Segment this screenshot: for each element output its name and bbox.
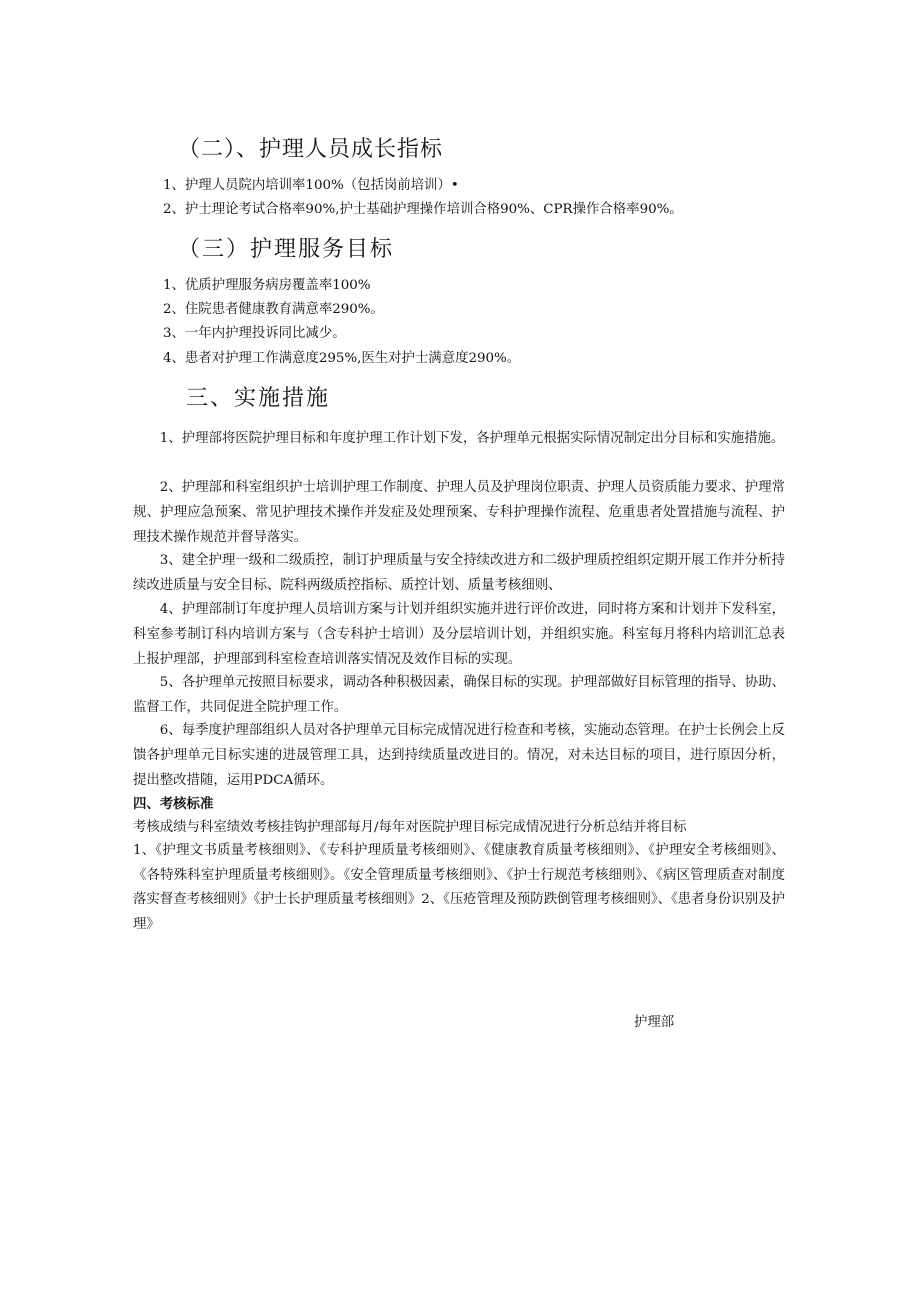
section3-item-4: 4、患者对护理工作满意度295%,医生对护士满意度290%。 — [163, 351, 521, 366]
measures-paragraph-1: 1、护理部将医院护理目标和年度护理工作计划下发，各护理单元根据实际情况制定出分目标和实施措施。 — [159, 431, 785, 446]
signature: 护理部 — [634, 1015, 675, 1030]
measures-paragraph-3: 3、建全护理一级和二级质控，制订护理质量与安全持续改进方和二级护理质控组织定期开展工作并分析持续改进质量与安全目标、院科两级质控指标、质控计划、质量考核细则、 — [133, 553, 785, 593]
measures-paragraph-5: 5、各护理单元按照目标要求，调动各种积极因素，确保目标的实现。护理部做好目标管理的指导、协助、监督工作，共同促进全院护理工作。 — [133, 675, 785, 715]
standards-heading: 四、考核标准 — [133, 796, 214, 812]
standards-intro: 考核成绩与科室绩效考核挂钩护理部每月/每年对医院护理目标完成情况进行分析总结并将目标 — [133, 820, 687, 835]
section3-item-2: 2、住院患者健康教育满意率290%。 — [163, 302, 384, 317]
section2-heading: （二）、护理人员成长指标 — [178, 137, 444, 162]
section2-item-1: 1、护理人员院内培训率100%（包括岗前培训）• — [163, 178, 459, 193]
section3-heading: （三）护理服务目标 — [178, 237, 395, 262]
section3-item-1: 1、优质护理服务病房覆盖率100% — [163, 278, 371, 293]
measures-paragraph-2: 2、护理部和科室组织护士培训护理工作制度、护理人员及护理岗位职责、护理人员资质能力要求、护理常规、护理应急预案、常见护理技术操作并发症及处理预案、专科护理操作流程、危重患者处置措施与流程、护理技术操作规范并督导落实。 — [133, 480, 785, 545]
section3-item-3: 3、一年内护理投诉同比减少。 — [163, 326, 346, 341]
section2-item-2: 2、护士理论考试合格率90%,护士基础护理操作培训合格90%、CPR操作合格率90%。 — [163, 202, 683, 217]
standards-list: 1、《护理文书质量考核细则》、《专科护理质量考核细则》、《健康教育质量考核细则》、《护理安全考核细则》、《各特殊科室护理质量考核细则》。《安全管理质量考核细则》、《护士行规范考核细则》、《病区管理质查对制度落实督查考核细则》《护士长护理质量考核细则》2、《压疮管理及预防跌倒管理考核细则》、《患者身份识别及护理》 — [133, 843, 785, 932]
measures-paragraph-4: 4、护理部制订年度护理人员培训方案与计划并组织实施并进行评价改进，同时将方案和计划并下发科室，科室参考制订科内培训方案与（含专科护士培训）及分层培训计划，并组织实施。科室每月将科内培训汇总表上报护理部，护理部到科室检查培训落实情况及效作目标的实现。 — [133, 602, 785, 667]
measures-heading: 三、实施措施 — [186, 386, 331, 411]
measures-paragraph-6: 6、每季度护理部组织人员对各护理单元目标完成情况进行检查和考核，实施动态管理。在护士长例会上反馈各护理单元目标实速的进晟管理工具，达到持续质量改进目的。情况，对未达目标的项目，进行原因分析，提出整改措随，运用PDCA循环。 — [133, 723, 785, 788]
